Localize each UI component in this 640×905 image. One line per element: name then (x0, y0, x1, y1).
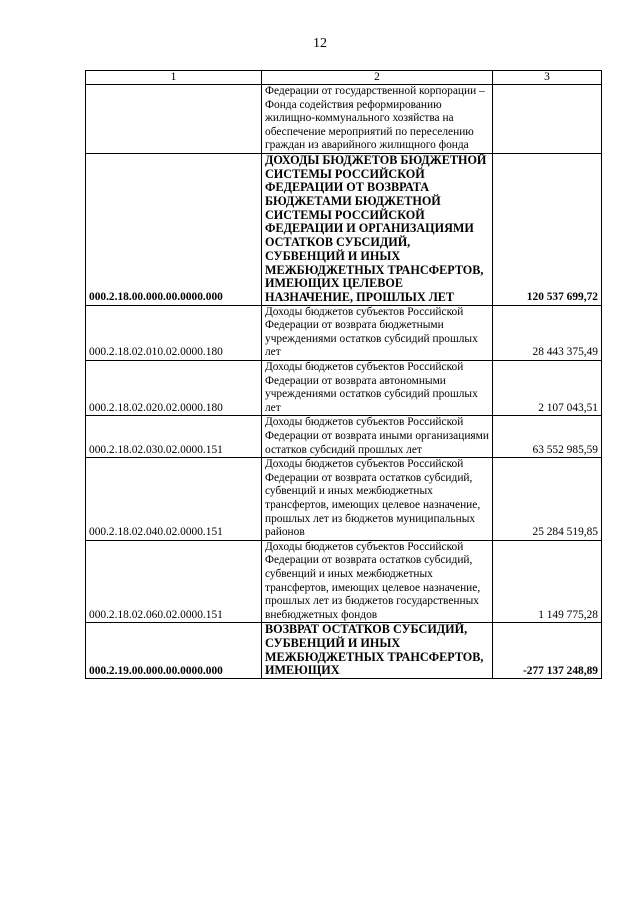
row-description: ДОХОДЫ БЮДЖЕТОВ БЮДЖЕТНОЙ СИСТЕМЫ РОССИЙСКОЙ ФЕДЕРАЦИИ ОТ ВОЗВРАТА БЮДЖЕТАМИ БЮДЖЕТНОЙ СИСТЕМЫ РОССИЙСКОЙ ФЕДЕРАЦИИ И ОРГАНИЗАЦИЯМИ ОСТАТКОВ СУБСИДИЙ, СУБВЕНЦИЙ И ИНЫХ МЕЖБЮДЖЕТНЫХ ТРАНСФЕРТОВ, ИМЕЮЩИХ ЦЕЛЕВОЕ НАЗНАЧЕНИЕ, ПРОШЛЫХ ЛЕТ (262, 153, 493, 305)
row-code: 000.2.18.02.060.02.0000.151 (86, 540, 262, 623)
page-number: 12 (313, 36, 327, 51)
row-description: Доходы бюджетов субъектов Российской Федерации от возврата бюджетными учреждениями остатков субсидий прошлых лет (262, 305, 493, 360)
table-row (86, 305, 602, 360)
row-amount: 120 537 699,72 (493, 153, 602, 305)
row-amount: -277 137 248,89 (493, 623, 602, 679)
row-description: Доходы бюджетов субъектов Российской Федерации от возврата остатков субсидий, субвенций и иных межбюджетных трансфертов, имеющих целевое назначение, прошлых лет из бюджетов муниципальных районов (262, 458, 493, 541)
row-amount: 1 149 775,28 (493, 540, 602, 623)
table-row (86, 85, 602, 154)
row-amount (493, 85, 602, 154)
row-code (86, 85, 262, 154)
row-amount: 2 107 043,51 (493, 361, 602, 416)
row-description: Доходы бюджетов субъектов Российской Федерации от возврата иными организациями остатков субсидий прошлых лет (262, 416, 493, 458)
row-description: Федерации от государственной корпорации – Фонда содействия реформированию жилищно-коммунального хозяйства на обеспечение мероприятий по переселению граждан из аварийного жилищного фонда (262, 85, 493, 154)
row-description: ВОЗВРАТ ОСТАТКОВ СУБСИДИЙ, СУБВЕНЦИЙ И ИНЫХ МЕЖБЮДЖЕТНЫХ ТРАНСФЕРТОВ, ИМЕЮЩИХ (262, 623, 493, 679)
table-row (86, 458, 602, 541)
table-row-section (86, 153, 602, 305)
row-description: Доходы бюджетов субъектов Российской Федерации от возврата остатков субсидий, субвенций и иных межбюджетных трансфертов, имеющих целевое назначение, прошлых лет из бюджетов государственных внебюджетных фондов (262, 540, 493, 623)
table-row (86, 361, 602, 416)
row-description: Доходы бюджетов субъектов Российской Федерации от возврата автономными учреждениями остатков субсидий прошлых лет (262, 361, 493, 416)
column-header-3: 3 (493, 71, 602, 85)
row-amount: 63 552 985,59 (493, 416, 602, 458)
budget-table (85, 70, 602, 679)
table-header-row (86, 71, 602, 85)
row-code: 000.2.19.00.000.00.0000.000 (86, 623, 262, 679)
table-row (86, 416, 602, 458)
table-row (86, 540, 602, 623)
table-row-section (86, 623, 602, 679)
column-header-2: 2 (262, 71, 493, 85)
row-code: 000.2.18.02.010.02.0000.180 (86, 305, 262, 360)
column-header-1: 1 (86, 71, 262, 85)
row-code: 000.2.18.02.030.02.0000.151 (86, 416, 262, 458)
row-code: 000.2.18.02.040.02.0000.151 (86, 458, 262, 541)
row-amount: 28 443 375,49 (493, 305, 602, 360)
row-code: 000.2.18.00.000.00.0000.000 (86, 153, 262, 305)
row-amount: 25 284 519,85 (493, 458, 602, 541)
row-code: 000.2.18.02.020.02.0000.180 (86, 361, 262, 416)
